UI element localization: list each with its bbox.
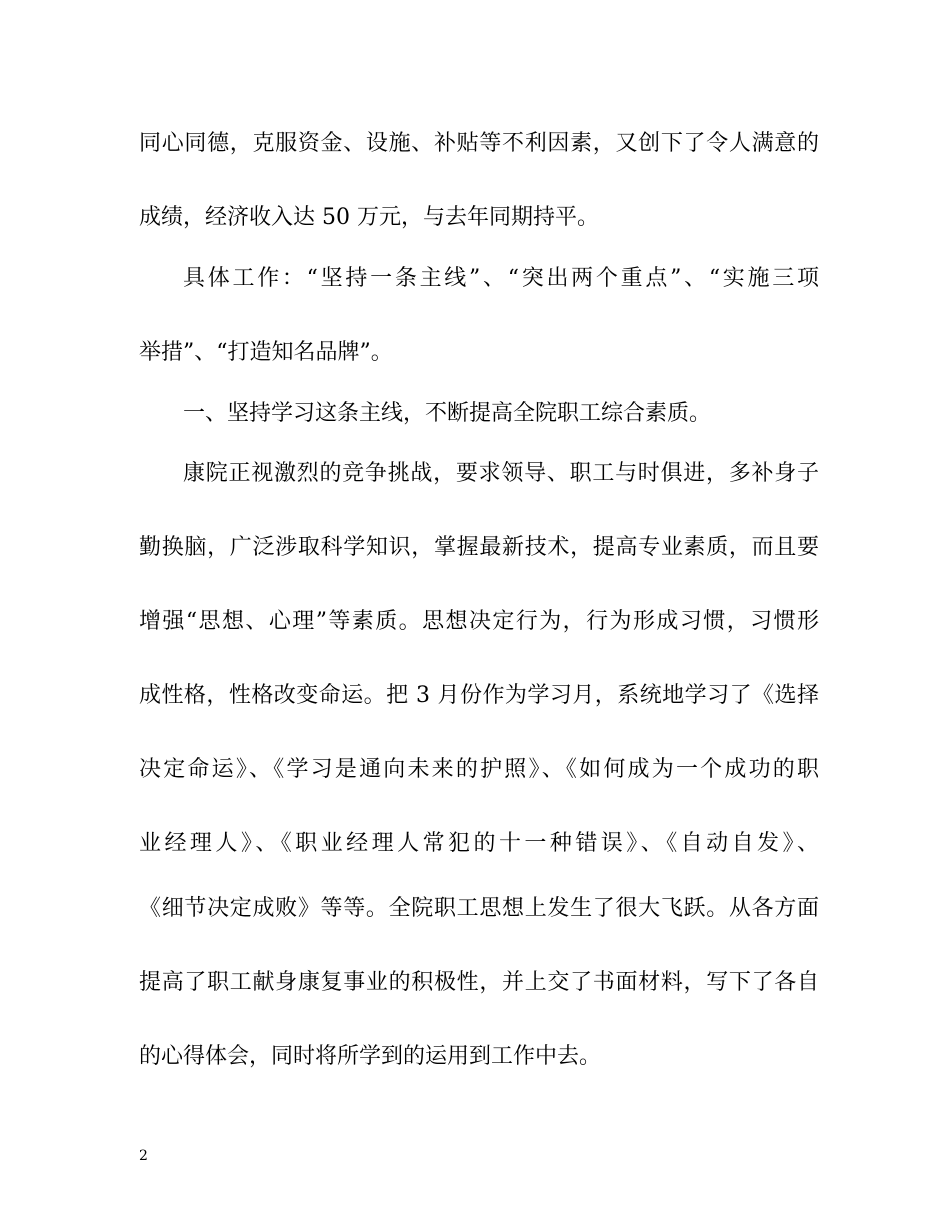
body-text-line: 同心同德，克服资金、设施、补贴等不利因素，又创下了令人满意的 [139, 131, 819, 156]
body-text-line: 成绩，经济收入达 50 万元，与去年同期持平。 [139, 205, 599, 230]
body-text-line: 增强“思想、心理”等素质。思想决定行为，行为形成习惯，习惯形 [139, 609, 819, 634]
body-text-line: 决定命运》、《学习是通向未来的护照》、《如何成为一个成功的职 [139, 757, 819, 782]
body-text-line: 业经理人》、《职业经理人常犯的十一种错误》、《自动自发》、 [139, 831, 819, 856]
body-text-line: 成性格，性格改变命运。把 3 月份作为学习月，系统地学习了《选择 [139, 683, 819, 708]
body-text-line: 《细节决定成败》等等。全院职工思想上发生了很大飞跃。从各方面 [139, 896, 819, 921]
page-number: 2 [139, 1148, 148, 1164]
body-text-line: 康院正视激烈的竞争挑战，要求领导、职工与时俱进，多补身子 [183, 461, 819, 486]
section-heading: 一、坚持学习这条主线，不断提高全院职工综合素质。 [183, 401, 712, 426]
body-text-line: 的心得体会，同时将所学到的运用到工作中去。 [139, 1044, 602, 1069]
body-text-line: 勤换脑，广泛涉取科学知识，掌握最新技术，提高专业素质，而且要 [139, 535, 819, 560]
body-text-line: 具体工作：“坚持一条主线”、“突出两个重点”、“实施三项 [183, 266, 819, 291]
body-text-line: 提高了职工献身康复事业的积极性，并上交了书面材料，写下了各自 [139, 970, 819, 995]
body-text-line: 举措”、“打造知名品牌”。 [139, 340, 393, 365]
